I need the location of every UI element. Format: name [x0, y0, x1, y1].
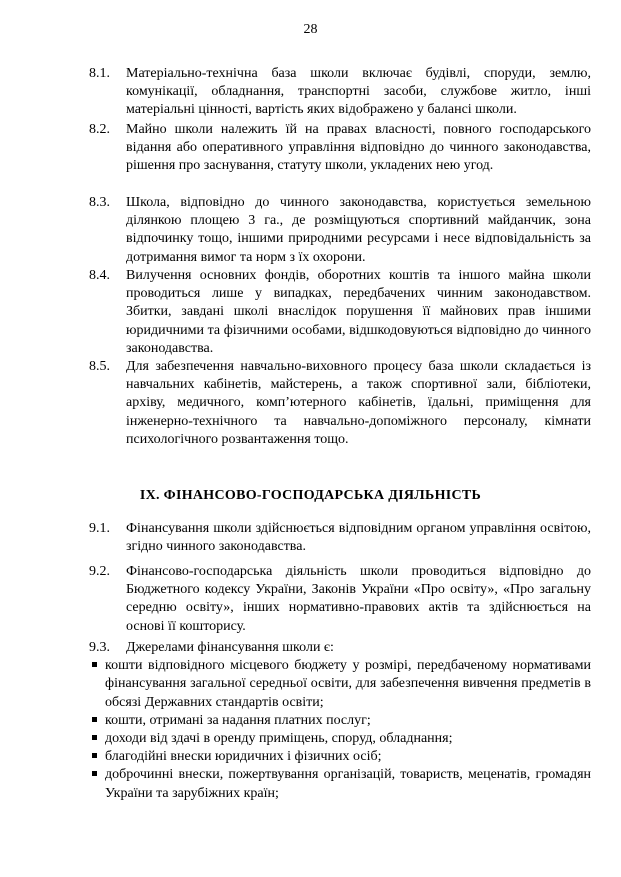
- list-item: [89, 712, 591, 730]
- list-item-text: благодійні внески юридичних і фізичних осіб;: [105, 749, 382, 765]
- clause-number: 8.5.: [89, 359, 110, 374]
- bullet-icon: [92, 753, 97, 758]
- funding-sources-list: [89, 657, 591, 803]
- clause-8-2: [89, 121, 591, 176]
- clause-9-3: [89, 639, 591, 803]
- clause-text: Фінансування школи здійснюється відповідним органом управління освітою, згідно чинного законодавства.: [126, 521, 591, 555]
- page-number: 28: [303, 22, 318, 37]
- clause-text: Для забезпечення навчально-виховного процесу база школи складається із навчальних кабінетів, майстерень, а також спортивної зали, бібліотеки, архіву, медичного, комп’ютерного кабінетів, їдальні, приміщення для інженерно-технічного та навчально-допоміжного персоналу, кімнати психологічного розвантаження тощо.: [126, 359, 591, 447]
- clause-number: 8.1.: [89, 66, 110, 81]
- bullet-icon: [92, 662, 97, 667]
- clause-text: Матеріально-технічна база школи включає будівлі, споруди, землю, комунікації, обладнання, транспортні засоби, службове житло, інші матеріальні цінності, вартість яких відображено у балансі школи.: [126, 66, 591, 118]
- clause-number: 8.4.: [89, 268, 110, 283]
- clause-number: 9.1.: [89, 521, 110, 536]
- list-item: [89, 766, 591, 802]
- clause-text: Фінансово-господарська діяльність школи проводиться відповідно до Бюджетного кодексу України, Законів України «Про освіту», «Про загальну середню освіту», інших нормативно-правових актів та здійснюється на основі її кошторису.: [126, 564, 591, 634]
- clause-number: 8.2.: [89, 122, 110, 137]
- clause-8-4: [89, 267, 591, 358]
- clause-number: 9.3.: [89, 640, 110, 655]
- list-item-text: кошти, отримані за надання платних послуг;: [105, 712, 371, 728]
- clause-text: Джерелами фінансування школи є:: [126, 640, 334, 655]
- bullet-icon: [92, 717, 97, 722]
- list-item-text: доходи від здачі в оренду приміщень, споруд, обладнання;: [105, 731, 453, 747]
- clause-number: 8.3.: [89, 195, 110, 210]
- clause-text: Майно школи належить їй на правах власності, повного господарського відання або оперативного управління відповідно до чинного законодавства, рішення про заснування, статуту школи, укладених нею угод.: [126, 122, 591, 174]
- clause-9-2: [89, 563, 591, 636]
- list-item-text: кошти відповідного місцевого бюджету у розмірі, передбаченому нормативами фінансування загальної середньої освіти, для забезпечення вивчення предметів в обсязі Державних стандартів освіти;: [105, 658, 591, 710]
- clause-9-1: [89, 520, 591, 556]
- clause-8-5: [89, 358, 591, 449]
- list-item: [89, 657, 591, 712]
- clause-text: Вилучення основних фондів, оборотних коштів та іншого майна школи проводиться лише у випадках, передбачених чинним законодавством. Збитки, завдані школі внаслідок порушення її майнових прав іншими юридичними та фізичними особами, відшкодовуються відповідно до чинного законодавства.: [126, 268, 591, 356]
- bullet-icon: [92, 735, 97, 740]
- list-item: [89, 748, 591, 766]
- clause-text: Школа, відповідно до чинного законодавства, користується земельною ділянкою площею 3 га., де розміщуються спортивний майданчик, зона відпочинку тощо, іншими природними ресурсами і несе відповідальність за дотримання вимог та норм з їх охорони.: [126, 195, 591, 265]
- list-item: [89, 730, 591, 748]
- list-item-text: доброчинні внески, пожертвування організацій, товариств, меценатів, громадян України та зарубіжних країн;: [105, 767, 591, 801]
- clause-number: 9.2.: [89, 564, 110, 579]
- clause-8-1: [89, 65, 591, 120]
- section-title: IX. ФІНАНСОВО-ГОСПОДАРСЬКА ДІЯЛЬНІСТЬ: [139, 488, 482, 503]
- clause-8-3: [89, 194, 591, 267]
- bullet-icon: [92, 771, 97, 776]
